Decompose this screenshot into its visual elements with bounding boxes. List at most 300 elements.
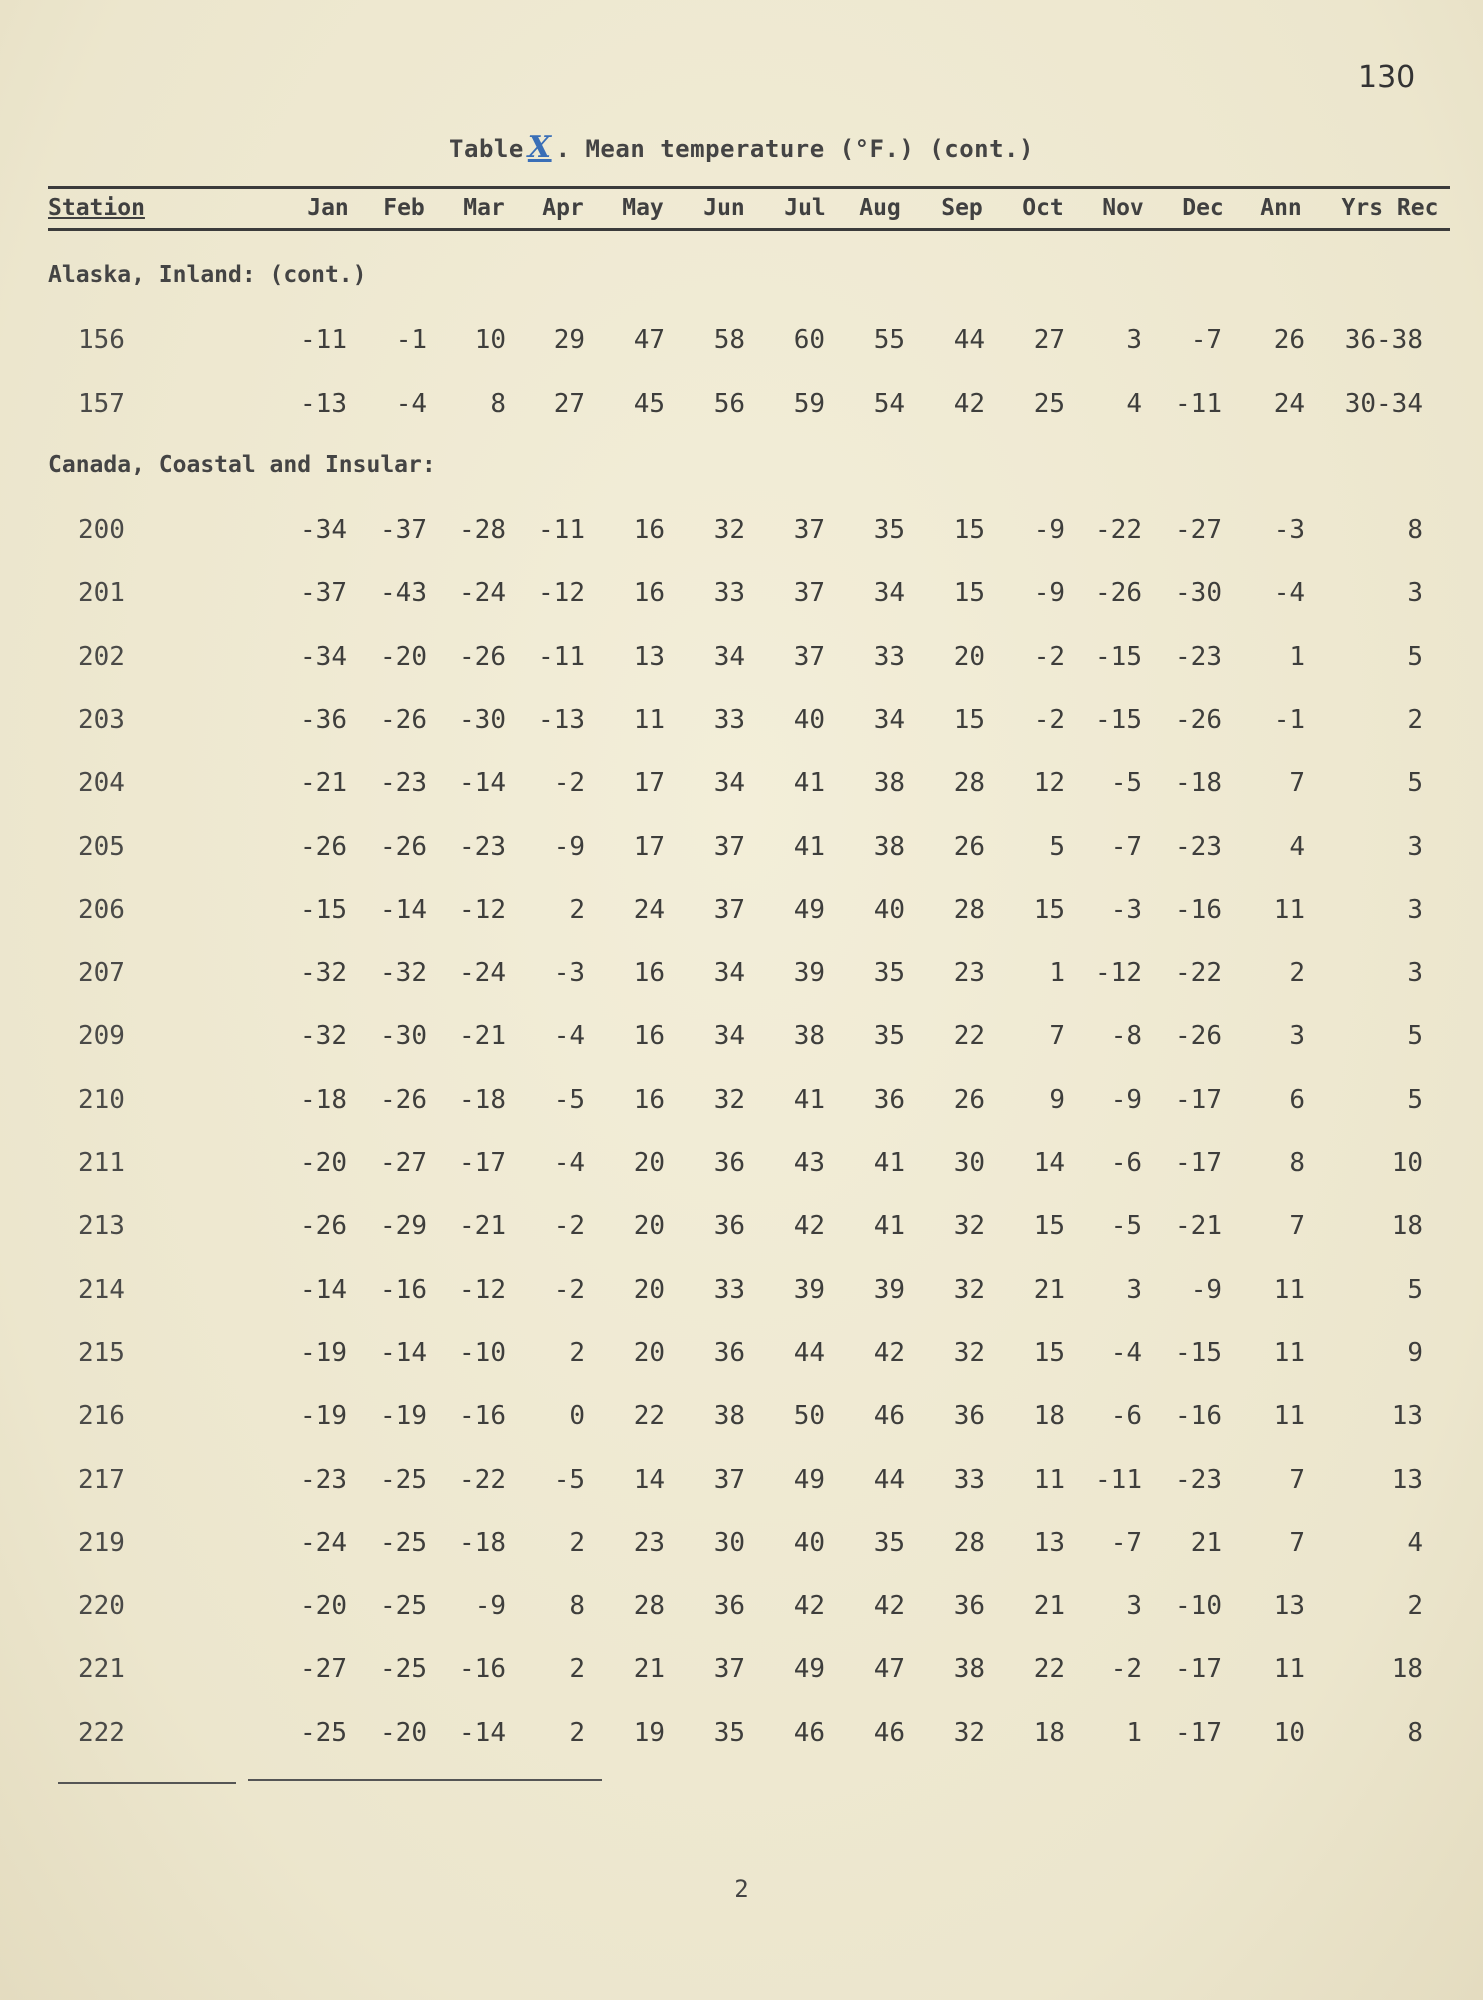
- cell-ann: 3: [1289, 1021, 1305, 1052]
- cell-feb: -20: [380, 1717, 427, 1748]
- station-id: 222: [78, 1717, 125, 1748]
- cell-mar: -21: [459, 1021, 506, 1052]
- cell-jul: 60: [793, 325, 825, 355]
- cell-may: 17: [633, 831, 665, 862]
- cell-jun: 36: [713, 1148, 745, 1178]
- cell-yrs-rec: 3: [1407, 578, 1423, 609]
- cell-jun: 36: [713, 1211, 745, 1242]
- cell-oct: 22: [1033, 1654, 1065, 1685]
- cell-sep: 32: [953, 1274, 985, 1305]
- cell-aug: 41: [873, 1148, 905, 1178]
- table-row: [0, 578, 1483, 618]
- cell-may: 16: [633, 515, 665, 545]
- cell-jun: 34: [713, 641, 745, 672]
- table-row: [0, 1338, 1483, 1378]
- cell-apr: -11: [538, 515, 585, 545]
- cell-apr: -2: [553, 1274, 585, 1305]
- cell-may: 19: [633, 1717, 665, 1748]
- station-id: 215: [78, 1337, 125, 1368]
- cell-aug: 35: [873, 958, 905, 989]
- cell-oct: -9: [1033, 515, 1065, 545]
- cell-ann: 6: [1289, 1084, 1305, 1115]
- cell-jul: 41: [793, 831, 825, 862]
- cell-yrs-rec: 13: [1391, 1464, 1423, 1495]
- cell-oct: 15: [1033, 1211, 1065, 1242]
- table-row: [0, 1275, 1483, 1315]
- cell-apr: 27: [553, 389, 585, 419]
- cell-nov: -22: [1095, 515, 1142, 545]
- cell-dec: -9: [1190, 1274, 1222, 1305]
- cell-feb: -16: [380, 1274, 427, 1305]
- cell-feb: -23: [380, 768, 427, 799]
- cell-mar: -30: [459, 704, 506, 735]
- cell-dec: 21: [1190, 1527, 1222, 1558]
- cell-dec: -17: [1175, 1148, 1222, 1178]
- cell-mar: 8: [490, 389, 506, 419]
- cell-oct: 18: [1033, 1401, 1065, 1432]
- station-id: 156: [78, 325, 125, 355]
- cell-ann: -3: [1273, 515, 1305, 545]
- cell-jan: -18: [300, 1084, 347, 1115]
- cell-mar: -12: [459, 1274, 506, 1305]
- table-row: [0, 1021, 1483, 1061]
- section-label: Alaska, Inland: (cont.): [48, 262, 367, 288]
- cell-feb: -19: [380, 1401, 427, 1432]
- cell-oct: 15: [1033, 1337, 1065, 1368]
- cell-ann: 13: [1273, 1591, 1305, 1622]
- cell-nov: 1: [1126, 1717, 1142, 1748]
- station-id: 209: [78, 1021, 125, 1052]
- cell-jul: 41: [793, 1084, 825, 1115]
- cell-yrs-rec: 8: [1407, 515, 1423, 545]
- cell-dec: -7: [1190, 325, 1222, 355]
- cell-ann: 26: [1273, 325, 1305, 355]
- station-id: 204: [78, 768, 125, 799]
- cell-may: 24: [633, 894, 665, 925]
- cell-may: 13: [633, 641, 665, 672]
- cell-dec: -27: [1175, 515, 1222, 545]
- station-id: 205: [78, 831, 125, 862]
- cell-jan: -19: [300, 1401, 347, 1432]
- cell-yrs-rec: 5: [1407, 641, 1423, 672]
- cell-apr: 0: [569, 1401, 585, 1432]
- cell-oct: 25: [1033, 389, 1065, 419]
- cell-jun: 58: [713, 325, 745, 355]
- cell-sep: 36: [953, 1591, 985, 1622]
- title-roman-numeral: X: [527, 130, 552, 165]
- cell-jul: 44: [793, 1337, 825, 1368]
- cell-jun: 37: [713, 831, 745, 862]
- title-suffix: . Mean temperature (°F.) (cont.): [555, 135, 1034, 163]
- cell-aug: 34: [873, 578, 905, 609]
- cell-jan: -13: [300, 389, 347, 419]
- cell-dec: -23: [1175, 641, 1222, 672]
- table-row: [0, 389, 1483, 429]
- cell-nov: 3: [1126, 1274, 1142, 1305]
- cell-ann: 24: [1273, 389, 1305, 419]
- cell-sep: 38: [953, 1654, 985, 1685]
- page-number-bottom: 2: [734, 1875, 749, 1903]
- cell-mar: -16: [459, 1654, 506, 1685]
- cell-sep: 26: [953, 831, 985, 862]
- cell-jun: 34: [713, 958, 745, 989]
- cell-jun: 32: [713, 515, 745, 545]
- cell-mar: -21: [459, 1211, 506, 1242]
- cell-nov: -15: [1095, 704, 1142, 735]
- cell-jul: 49: [793, 1464, 825, 1495]
- cell-nov: -6: [1110, 1148, 1142, 1178]
- cell-oct: -2: [1033, 704, 1065, 735]
- cell-jun: 37: [713, 1464, 745, 1495]
- cell-sep: 15: [953, 578, 985, 609]
- cell-aug: 55: [873, 325, 905, 355]
- cell-jun: 30: [713, 1527, 745, 1558]
- cell-may: 17: [633, 768, 665, 799]
- cell-dec: -15: [1175, 1337, 1222, 1368]
- footer-rule-right: [248, 1779, 602, 1781]
- cell-feb: -14: [380, 1337, 427, 1368]
- cell-feb: -20: [380, 641, 427, 672]
- cell-feb: -32: [380, 958, 427, 989]
- cell-jul: 37: [793, 515, 825, 545]
- header-bottom-rule: [48, 228, 1450, 231]
- table-row: [0, 1718, 1483, 1758]
- cell-apr: 2: [569, 894, 585, 925]
- station-id: 216: [78, 1401, 125, 1432]
- cell-dec: -30: [1175, 578, 1222, 609]
- cell-apr: 2: [569, 1337, 585, 1368]
- cell-oct: 7: [1049, 1021, 1065, 1052]
- cell-may: 11: [633, 704, 665, 735]
- cell-sep: 26: [953, 1084, 985, 1115]
- cell-mar: -17: [459, 1148, 506, 1178]
- cell-aug: 42: [873, 1591, 905, 1622]
- cell-yrs-rec: 8: [1407, 1717, 1423, 1748]
- cell-sep: 32: [953, 1717, 985, 1748]
- cell-dec: -23: [1175, 831, 1222, 862]
- cell-ann: 7: [1289, 1464, 1305, 1495]
- cell-jan: -26: [300, 1211, 347, 1242]
- station-id: 157: [78, 389, 125, 419]
- cell-nov: 3: [1126, 1591, 1142, 1622]
- cell-may: 28: [633, 1591, 665, 1622]
- table-row: [0, 325, 1483, 365]
- column-header-apr: Apr: [542, 195, 584, 221]
- cell-jun: 33: [713, 1274, 745, 1305]
- cell-jul: 39: [793, 958, 825, 989]
- cell-jun: 32: [713, 1084, 745, 1115]
- column-header-nov: Nov: [1102, 195, 1144, 221]
- cell-dec: -21: [1175, 1211, 1222, 1242]
- table-row: [0, 1401, 1483, 1441]
- cell-oct: 11: [1033, 1464, 1065, 1495]
- cell-aug: 35: [873, 515, 905, 545]
- cell-oct: 1: [1049, 958, 1065, 989]
- cell-yrs-rec: 3: [1407, 894, 1423, 925]
- cell-yrs-rec: 18: [1391, 1654, 1423, 1685]
- cell-jan: -19: [300, 1337, 347, 1368]
- table-row: [0, 1465, 1483, 1505]
- cell-may: 23: [633, 1527, 665, 1558]
- table-row: [0, 1085, 1483, 1125]
- cell-may: 45: [633, 389, 665, 419]
- station-id: 210: [78, 1084, 125, 1115]
- cell-jan: -34: [300, 641, 347, 672]
- cell-ann: 1: [1289, 641, 1305, 672]
- cell-mar: 10: [474, 325, 506, 355]
- cell-apr: 2: [569, 1654, 585, 1685]
- cell-nov: -26: [1095, 578, 1142, 609]
- cell-ann: 11: [1273, 1274, 1305, 1305]
- cell-sep: 32: [953, 1211, 985, 1242]
- cell-oct: 5: [1049, 831, 1065, 862]
- column-header-jun: Jun: [703, 195, 745, 221]
- cell-sep: 33: [953, 1464, 985, 1495]
- cell-jun: 37: [713, 1654, 745, 1685]
- cell-nov: -5: [1110, 1211, 1142, 1242]
- table-row: [0, 768, 1483, 808]
- cell-oct: -9: [1033, 578, 1065, 609]
- section-label: Canada, Coastal and Insular:: [48, 452, 436, 478]
- station-id: 202: [78, 641, 125, 672]
- cell-may: 20: [633, 1337, 665, 1368]
- cell-jul: 39: [793, 1274, 825, 1305]
- cell-jun: 37: [713, 894, 745, 925]
- cell-sep: 23: [953, 958, 985, 989]
- cell-oct: 21: [1033, 1274, 1065, 1305]
- cell-dec: -17: [1175, 1717, 1222, 1748]
- cell-apr: -4: [553, 1021, 585, 1052]
- cell-jan: -11: [300, 325, 347, 355]
- cell-sep: 44: [953, 325, 985, 355]
- cell-may: 20: [633, 1274, 665, 1305]
- cell-apr: 29: [553, 325, 585, 355]
- cell-ann: -4: [1273, 578, 1305, 609]
- cell-mar: -18: [459, 1527, 506, 1558]
- table-title: [0, 130, 1483, 165]
- cell-apr: -5: [553, 1464, 585, 1495]
- cell-ann: 11: [1273, 1654, 1305, 1685]
- cell-dec: -26: [1175, 1021, 1222, 1052]
- cell-jan: -24: [300, 1527, 347, 1558]
- cell-mar: -16: [459, 1401, 506, 1432]
- table-row: [0, 515, 1483, 555]
- table-row: [0, 1148, 1483, 1188]
- column-header-may: May: [622, 195, 664, 221]
- cell-may: 20: [633, 1211, 665, 1242]
- cell-yrs-rec: 3: [1407, 831, 1423, 862]
- cell-nov: -7: [1110, 831, 1142, 862]
- cell-dec: -26: [1175, 704, 1222, 735]
- cell-jan: -32: [300, 958, 347, 989]
- cell-yrs-rec: 5: [1407, 1274, 1423, 1305]
- column-header-oct: Oct: [1022, 195, 1064, 221]
- cell-jul: 43: [793, 1148, 825, 1178]
- cell-apr: 2: [569, 1527, 585, 1558]
- column-header-aug: Aug: [859, 195, 901, 221]
- cell-nov: -15: [1095, 641, 1142, 672]
- cell-mar: -10: [459, 1337, 506, 1368]
- column-header-feb: Feb: [383, 195, 425, 221]
- cell-yrs-rec: 9: [1407, 1337, 1423, 1368]
- footer-rule-left: [58, 1782, 236, 1784]
- cell-apr: -13: [538, 704, 585, 735]
- column-header-jan: Jan: [307, 195, 349, 221]
- cell-jun: 36: [713, 1591, 745, 1622]
- cell-apr: -3: [553, 958, 585, 989]
- cell-apr: -12: [538, 578, 585, 609]
- cell-yrs-rec: 13: [1391, 1401, 1423, 1432]
- station-id: 206: [78, 894, 125, 925]
- cell-nov: -3: [1110, 894, 1142, 925]
- cell-ann: 7: [1289, 768, 1305, 799]
- cell-yrs-rec: 3: [1407, 958, 1423, 989]
- cell-aug: 38: [873, 831, 905, 862]
- station-id: 203: [78, 704, 125, 735]
- station-id: 211: [78, 1148, 125, 1178]
- cell-aug: 41: [873, 1211, 905, 1242]
- cell-yrs-rec: 5: [1407, 768, 1423, 799]
- cell-jan: -14: [300, 1274, 347, 1305]
- cell-sep: 15: [953, 704, 985, 735]
- cell-jan: -27: [300, 1654, 347, 1685]
- cell-aug: 46: [873, 1401, 905, 1432]
- cell-apr: -2: [553, 768, 585, 799]
- cell-nov: -12: [1095, 958, 1142, 989]
- table-row: [0, 895, 1483, 935]
- cell-may: 14: [633, 1464, 665, 1495]
- table-row: [0, 832, 1483, 872]
- cell-apr: -11: [538, 641, 585, 672]
- cell-nov: -9: [1110, 1084, 1142, 1115]
- cell-ann: 11: [1273, 894, 1305, 925]
- cell-jan: -15: [300, 894, 347, 925]
- cell-feb: -27: [380, 1148, 427, 1178]
- cell-yrs-rec: 2: [1407, 704, 1423, 735]
- column-header-station: Station: [48, 195, 145, 221]
- cell-dec: -22: [1175, 958, 1222, 989]
- cell-nov: -6: [1110, 1401, 1142, 1432]
- cell-oct: 27: [1033, 325, 1065, 355]
- cell-aug: 35: [873, 1527, 905, 1558]
- cell-mar: -14: [459, 768, 506, 799]
- station-id: 207: [78, 958, 125, 989]
- cell-aug: 36: [873, 1084, 905, 1115]
- cell-aug: 54: [873, 389, 905, 419]
- station-id: 219: [78, 1527, 125, 1558]
- cell-sep: 42: [953, 389, 985, 419]
- cell-feb: -37: [380, 515, 427, 545]
- cell-feb: -25: [380, 1464, 427, 1495]
- cell-feb: -1: [395, 325, 427, 355]
- cell-aug: 40: [873, 894, 905, 925]
- cell-sep: 30: [953, 1148, 985, 1178]
- cell-yrs-rec: 10: [1391, 1148, 1423, 1178]
- cell-mar: -14: [459, 1717, 506, 1748]
- cell-feb: -29: [380, 1211, 427, 1242]
- cell-may: 16: [633, 578, 665, 609]
- cell-jul: 59: [793, 389, 825, 419]
- cell-sep: 36: [953, 1401, 985, 1432]
- cell-jun: 34: [713, 1021, 745, 1052]
- cell-apr: -5: [553, 1084, 585, 1115]
- cell-aug: 39: [873, 1274, 905, 1305]
- cell-oct: 12: [1033, 768, 1065, 799]
- cell-nov: -2: [1110, 1654, 1142, 1685]
- column-header-sep: Sep: [941, 195, 983, 221]
- cell-ann: 10: [1273, 1717, 1305, 1748]
- station-id: 213: [78, 1211, 125, 1242]
- cell-mar: -12: [459, 894, 506, 925]
- table-row: [0, 705, 1483, 745]
- cell-ann: 11: [1273, 1401, 1305, 1432]
- cell-jan: -25: [300, 1717, 347, 1748]
- cell-jan: -20: [300, 1148, 347, 1178]
- page-number-top: 130: [1358, 60, 1416, 95]
- cell-yrs-rec: 36-38: [1344, 325, 1423, 355]
- cell-jun: 36: [713, 1337, 745, 1368]
- cell-mar: -23: [459, 831, 506, 862]
- cell-mar: -28: [459, 515, 506, 545]
- cell-nov: 4: [1126, 389, 1142, 419]
- cell-jul: 46: [793, 1717, 825, 1748]
- cell-ann: 11: [1273, 1337, 1305, 1368]
- cell-may: 16: [633, 1084, 665, 1115]
- station-id: 214: [78, 1274, 125, 1305]
- column-header-dec: Dec: [1182, 195, 1224, 221]
- cell-jan: -36: [300, 704, 347, 735]
- cell-aug: 33: [873, 641, 905, 672]
- cell-feb: -25: [380, 1654, 427, 1685]
- cell-may: 20: [633, 1148, 665, 1178]
- cell-feb: -30: [380, 1021, 427, 1052]
- cell-jul: 40: [793, 1527, 825, 1558]
- cell-feb: -25: [380, 1591, 427, 1622]
- cell-aug: 47: [873, 1654, 905, 1685]
- cell-dec: -16: [1175, 894, 1222, 925]
- cell-feb: -26: [380, 831, 427, 862]
- table-row: [0, 1211, 1483, 1251]
- cell-aug: 46: [873, 1717, 905, 1748]
- cell-jan: -37: [300, 578, 347, 609]
- cell-nov: -11: [1095, 1464, 1142, 1495]
- cell-jun: 56: [713, 389, 745, 419]
- cell-jul: 40: [793, 704, 825, 735]
- cell-mar: -26: [459, 641, 506, 672]
- cell-jan: -26: [300, 831, 347, 862]
- station-id: 200: [78, 515, 125, 545]
- station-id: 201: [78, 578, 125, 609]
- cell-jul: 37: [793, 641, 825, 672]
- table-row: [0, 1654, 1483, 1694]
- cell-jan: -23: [300, 1464, 347, 1495]
- cell-mar: -24: [459, 958, 506, 989]
- cell-yrs-rec: 2: [1407, 1591, 1423, 1622]
- cell-jun: 38: [713, 1401, 745, 1432]
- cell-aug: 44: [873, 1464, 905, 1495]
- cell-ann: 2: [1289, 958, 1305, 989]
- column-header-ann: Ann: [1260, 195, 1302, 221]
- cell-may: 16: [633, 1021, 665, 1052]
- cell-aug: 35: [873, 1021, 905, 1052]
- table-row: [0, 958, 1483, 998]
- cell-aug: 34: [873, 704, 905, 735]
- cell-mar: -9: [474, 1591, 506, 1622]
- table-row: [0, 642, 1483, 682]
- cell-yrs-rec: 18: [1391, 1211, 1423, 1242]
- station-id: 220: [78, 1591, 125, 1622]
- header-top-rule: [48, 186, 1450, 189]
